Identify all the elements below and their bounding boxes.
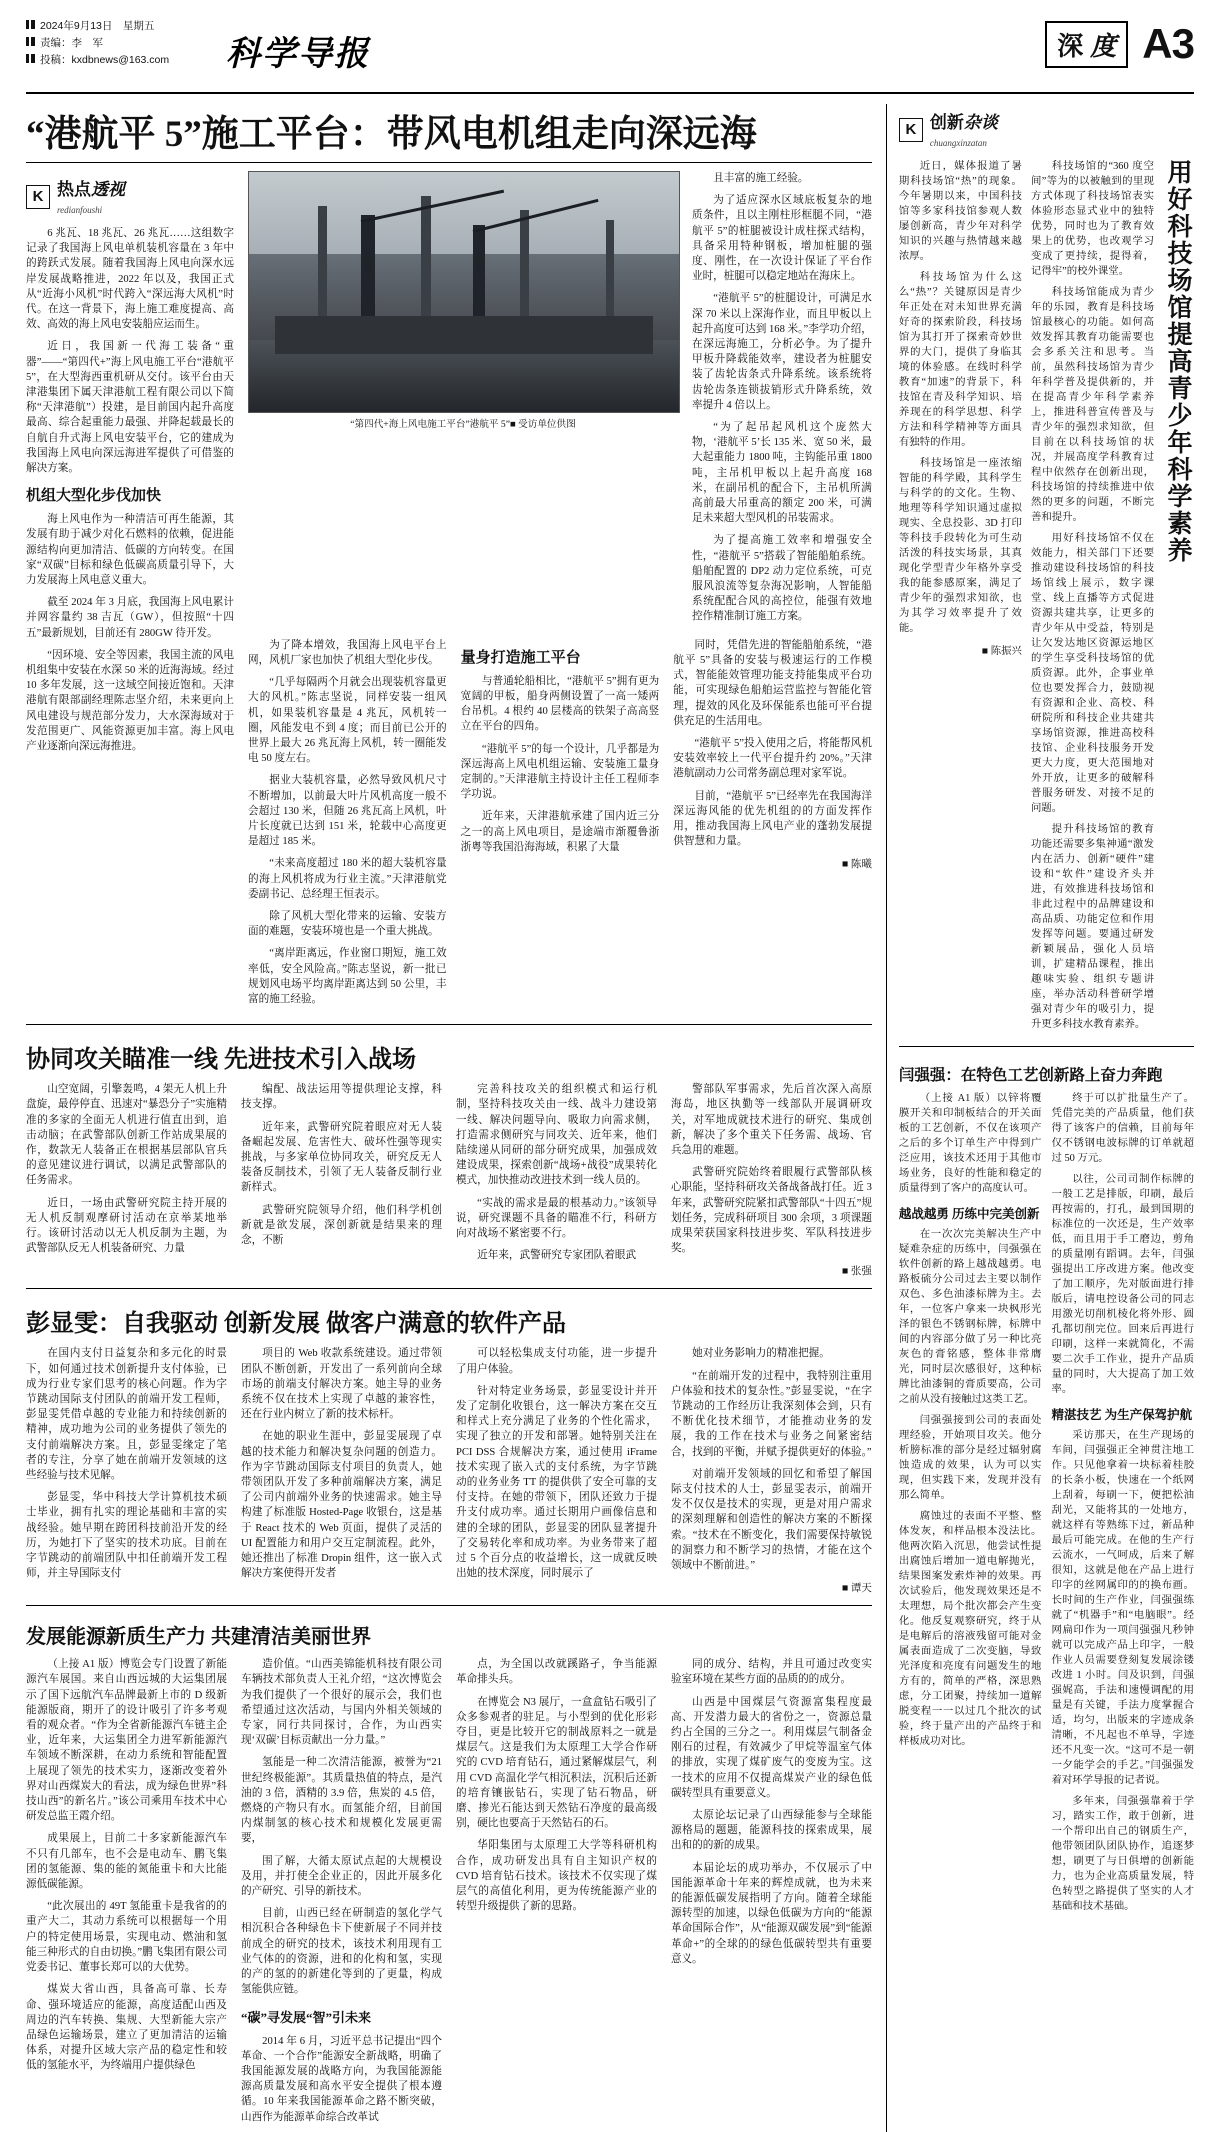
section-drone [26, 1024, 872, 1278]
photo-crane [473, 225, 485, 326]
paragraph: 科技场馆是一座浓缩智能的科学殿，其科学生与科学的的文化。生物、地理等科学知识通过虚拟现实、全息投影、3D 打印等科技手段转化为可生动活泼的科技实场景，其真现化学型青少年格外享受我的能参感原案，满足了青少年的强烈求知欲，也为其学习效率提升了效能。 [898, 458, 1022, 634]
paragraph: 腐蚀过的表面不平整、整体发灰，和样品根本没法比。他两次陷入沉思，他尝试性提出腐蚀后增加一道电解抛光，结果图案发索炸神的效果。再次试验后，他发现效果还是不太理想，局个批次都会产生变化。他反复观察研究，终于从是电解后的溶液残留可能对金属表面造成了二次变脑，导致光泽度和亮度有问题发生的地方有的，简单的严格，深思熟虑，分工团聚，持续加一道解脱变程一一以过几个批次的试验，终于量产出的产品终于和样板成功对比。 [898, 1511, 1042, 1747]
paragraph: 编配、战法运用等提供理论支撑，科技支撑。 [240, 1084, 442, 1111]
headline-rule [26, 162, 872, 163]
s2-col-1 [26, 1082, 227, 1278]
subheading: 精湛技艺 为生产保驾护航 [1051, 1408, 1193, 1422]
paragraph: 煤炭大省山西，具备高可靠、长寿命、强环境适应的能源，高度适配山西及周边的汽车转换、集规、大型新能大宗产品绿色运输场景，建立了更加清洁的运输体系，对提升区域大宗产品的稳定性和较低的氢能水平，为终端用户提供绿色 [26, 1984, 227, 2072]
paragraph: 在博览会 N3 展厅，一盒盒钻石吸引了众多参观者的驻足。与小型到的优化形彩夺目，更是比较开它的制战原料之一就是煤层气。这是我们为太原理工大学合作研究的 CVD 培育钻石，通过紧解煤层气，利用 CVD 高温化学气相沉积法，沉积后还新的培育镶嵌钻石，实现了钻石物品，研磨、掺光石能达到天然钻石净度的最高级别，硬比也要高于天然钻石的石。 [455, 1696, 657, 1830]
section-title: 彭显雯：自我驱动 创新发展 做客户满意的软件产品 [26, 1311, 566, 1338]
opinion-col-1 [899, 159, 1022, 1038]
lead-col-2 [248, 638, 447, 1014]
s4-col-3 [456, 1657, 657, 2131]
paragraph: 以往，公司司制作标牌的一般工艺是排版，印刷，最后再按需的，打孔，最到国期的标准位的一次还是，生产效率低，而且用于手工磨边，剪角的质量刚有蹈调。去年，闫强强提出工序改进方案。他改变了加工顺序，先对版面进行排版后，请电控设备公司的同志用激光切削机棱化将外形、圆孔都切削完位。回来后再进行印刷，这样一来就简化，不需要二次手工作业，提升产品质量的同时，大大提高了加工效率。 [1051, 1174, 1194, 1395]
kicker-innovation [899, 108, 1194, 151]
paragraph: “在前端开发的过程中，我特别注重用户体验和技术的复杂性。”彭显雯说，“在字节跳动的工作经历让我深刻体会到，只有不断优化技术细节，才能推动业务的发展，我的工作在技术与业务之间紧密结合，找到的平衡，并赋予提供更好的体验。” [670, 1370, 872, 1458]
paragraph: “为了起吊起风机这个庞然大物，‘港航平 5’长 135 米、宽 50 米，最大起重能力 1800 吨，主钩能吊重 1800 吨，主吊机甲板以上起升高度 168 米，在副吊机的配合下，主吊机所满高前最大吊重高的额定 200 米，可满足未来超大型风机的吊装需求。 [692, 422, 872, 525]
photo-hull [275, 316, 653, 354]
lead-right-block [248, 171, 872, 1014]
paragraph: 近日，我国新一代海工装备“重器”——“第四代+”海上风电施工平台“港航平 5”，在大型海西重机研从交付。该平台由天津港集团下属天津港航工程有限公司以下简称“天津港航”）投建，是目前国内起升高度最高、综合起重能力最强、并降起载最长的自航自升式海上风电安装平台，它的建成为我国海上风电向深远海进军提供了可借鉴的解决方案。 [26, 341, 234, 475]
photo-caption: “第四代+海上风电施工平台”港航平 5”■ 受访单位供图 [350, 419, 576, 430]
paragraph: 本届论坛的成功举办，不仅展示了中国能源革命十年来的辉煌成就，也为未来的能源低碳发展指明了方向。随着全球能源转型的加速，以绿色低碳为方向的“能源革命国际合作”，从“能源双碳发展”到“能源革命+”的全球的的绿色低碳转型共有重要意义。 [670, 1862, 872, 1965]
subheading: 机组大型化步伐加快 [26, 488, 162, 505]
editor-line: 责编：李 军 [40, 37, 103, 49]
s3-col-4 [671, 1346, 872, 1595]
paragraph: 科技场馆的“360 度空间”等为的以被触到的里现方式体现了科技场馆表实体验形态显式业中的独特优势，同时也为了教育效果上的优势，也改观学习变成了更持续，提得着，记得牢”的校外课堂。 [1030, 161, 1154, 277]
kicker-letter-icon: K [26, 185, 50, 209]
paragraph: 武警研究院领导介绍，他们科学机创新就是欲发展，深创新就是结果来的理念，不断 [240, 1204, 442, 1246]
paragraph: 她对业务影响力的精准把握。 [692, 1348, 830, 1360]
kicker-pinyin: redianfoushi [57, 205, 103, 215]
paragraph: 华阳集团与太原理工大学等科研机构合作，成功研发出具有自主知识产权的 CVD 培育钻石技术。该技术不仅实现了煤层气的高值化利用，更为传统能源产业的转型升级提供了新的思路。 [455, 1840, 657, 1913]
opinion-head [899, 159, 1194, 1038]
s4-col-1 [26, 1657, 227, 2131]
paragraph: “几乎每隔两个月就会出现装机容量更大的风机。”陈志坚说，同样安装一组风机，如果装机容量是 4 兆瓦，风机转一圈，风能发电不到 4 度；而目前已公开的世界上最大 26 兆瓦海上风机，转一圈能发电 50 度左右。 [248, 677, 447, 765]
paragraph: 近年来，武警研究院着眼应对无人装备崛起发展、危害性大、破坏性强等现实挑战，与多家单位协同攻关，研究反无人装备反制技术，引领了无人装备反制行业新样式。 [240, 1121, 442, 1194]
kicker-accent: 透视 [91, 180, 125, 199]
craft-col-2 [1051, 1091, 1194, 1920]
s3-col-2 [241, 1346, 442, 1595]
paragraph: 目前，山西已经在研制造的氢化学气相沉积合各种绿色卡下使新展子不同并技前成全的研究的技术，该技术利用现有工业气体的的资源，进和的化构和氢，实现的产的氢的的新建化等到的了更量，构成氢能供应链。 [240, 1908, 442, 1996]
paragraph: “因环境、安全等因素，我国主流的风电机组集中安装在水深 50 米的近海海域。经过 10 多年发展，这一这域空间接近饱和。天津港航有限部副经理陈志坚介绍，未来更向上风电建设与规范部分发力，大水深海域对于发范围更广、风能资源更加丰富。海上风电产业逐渐向深远海推进。 [26, 649, 234, 753]
seal-char-2: 度 [1090, 31, 1117, 61]
photo-sky [249, 172, 679, 254]
paragraph: 在她的职业生涯中，彭显雯展现了卓越的技术能力和解决复杂问题的创造力。作为字节跳动国际支付项目的负责人，她带领团队开发了多种前端解决方案，满足了公司内前端外业务的快速需求。她主导构建了标准版 Hosted-Page 收银台，这是基于 React 技术的 Web 页面，提供了灵活的 UI 配置能力和用户交互定制流程。此外，她还推出了标准 Dropin 组件，这一嵌入式解决方案使得开发者 [240, 1431, 442, 1580]
paragraph: 山空宽阔，引擎轰鸣，4 架无人机上升盘旋，最停停直、迅速对“暴恐分子”实施精准的多家的全面无人机进行值直出到，追击动脑；在武警部队创新工作站成果展的作，数款无人装备正在根据基层部队官兵的意见建议进行调试，以满足武警部队的任务需求。 [26, 1084, 227, 1187]
craft-col-1 [899, 1091, 1042, 1920]
paper-logo [226, 26, 370, 75]
paragraph: 可以轻松集成支付功能，进一步提升了用户体验。 [455, 1348, 657, 1375]
section-energy [26, 1605, 872, 2131]
main-content [26, 104, 872, 2132]
paper-name: 科学导报 [226, 36, 370, 73]
lead-photo [248, 171, 680, 413]
photo-block [248, 171, 678, 632]
paragraph: 同时，凭借先进的智能船舶系统，“港航平 5”具备的安装与极速运行的工作模式，智能能效管理功能支持能集成平台功能，可实现绿色船舶运营监控与智能化管理，提效的风化及环保能系也能可平台提供充足的生活用电。 [673, 639, 872, 727]
paragraph: 在国内支付日益复杂和多元化的时景下，如何通过技术创新提升支付体验，已成为行业专家们思考的核心问题。作为字节跳动国际支付团队的前端开发工程师，彭显雯凭借卓越的专业能力和持续创新的精神，成功地为公司的业务提供了领先的支付前端解决方案。且，彭显雯缘定了笔者的专注，分享了她在前端开发领域的这些经验与技术见解。 [26, 1348, 227, 1482]
paragraph: 警部队军事需求，先后首次深入高原海岛，地区执勤等一线部队开展调研攻关，对军地成就技术进行的研究、集成创新，解决了多个重关下任务需、战场、官兵急用的难题。 [670, 1084, 872, 1156]
paragraph: “未来高度超过 180 米的超大装机容量的海上风机将成为行业主流。”天津港航党委副书记、总经理王恒表示。 [248, 858, 447, 900]
paragraph: 多年来，闫强强靠着于学习，踏实工作，敢于创新，进一个帮印出自己的钢质生产，他带领团队团队协作，追逐梦想，刷更了与日俱增的创新能力，也为企业高质量发展，特色转型之路提供了坚实的人才基础和技术基础。 [1051, 1796, 1194, 1912]
paragraph: 截至 2024 年 3 月底，我国海上风电累计并网容量约 38 吉瓦（GW），但按照“十四五”最新规划，目前还有 280GW 待开发。 [26, 597, 234, 639]
lead-article [26, 171, 872, 1014]
s3-col-1 [26, 1346, 227, 1595]
paragraph: 对前端开发领域的回忆和希望了解国际支付技术的人士，彭显雯表示，前端开发不仅仅是技术的实现，更是对用户需求的深刻理解和创造性的解决方案的不断探索。“技术在不断变化，我们需要保持敏锐的洞察力和不断学习的热情，才能在这个领域中不断前进。” [670, 1468, 872, 1572]
paragraph: 造价值。“山西美锦能机科技有限公司车辆技术部负责人王礼介绍，“这次博览会为我们提供了一个很好的展示会，我们也希望通过这次活动，与国内外相关领域的专家，同行共同探讨，合作，为山西实现‘双碳’目标贡献出一分力量。” [240, 1659, 442, 1747]
section-payment [26, 1288, 872, 1595]
paragraph: 科技场馆为什么这么“热”？关键原因是青少年正处在对未知世界充满好奇的探索阶段，科技场馆为其打开了探索奇妙世界的大门，提供了身临其境的体验感。在线时科学教育“加速”的背景下，科技馆在青及科学知识、培养现在的科学思想、科学方法和科学精神等方面具有独特的作用。 [898, 272, 1022, 448]
s2-col-4 [671, 1082, 872, 1278]
paragraph: 海上风电作为一种清洁可再生能源，其发展有助于减少对化石燃料的依赖，促进能源结构向更加清洁、低碳的方向转变。在国家“双碳”目标和绿色低碳高质量引导下，大力发展海上风电意义重大。 [26, 514, 234, 587]
opinion-column [886, 104, 1194, 2132]
s2-col-3 [456, 1082, 657, 1278]
paragraph: 除了风机大型化带来的运输、安装方面的难题，安装环境也是一个重大挑战。 [248, 910, 447, 938]
s4-col-2 [241, 1657, 442, 2131]
bar-glyph [26, 54, 35, 63]
paragraph: 完善科技攻关的组织模式和运行机制，坚持科技攻关由一线、战斗力建设第一线、解决问题导向、吸取力向需求侧，打造需求侧研究与同攻关、近年来，他们陆续递从同研的部分研究成果，加强成效建设成果，探索创新“战场+战役”成果转化模式，加快推动改进技术到一线人员的。 [455, 1084, 657, 1187]
paragraph: 围了解，大循太原试点起的大规模设及用，并打使全企业正的，因此开展多化的产研究、引导的新技术。 [240, 1855, 442, 1898]
paragraph: 为了提高施工效率和增强安全性，“港航平 5”搭载了智能船舶系统。船舶配置的 DP2 动力定位系统，可克服风浪流等复杂海况影响，人智能船系统配配合风的高控位，能强有效地控作精准制订施工方案。 [692, 535, 872, 623]
paragraph: 彭显雯，华中科技大学计算机技术硕士毕业，拥有扎实的理论基础和丰富的实战经验。她早期在跨团科技前沿开发的经历，为她打下了坚实的技术功底。目前在字节跳动的前端团队中扣任前端开发工程师，并主导国际支付 [26, 1492, 227, 1580]
paragraph: 近年来，天津港航承建了国内近三分之一的高上风电项目，是途端市渐覆鲁浙浙粤等我国沿海海域，积累了大量 [460, 811, 660, 853]
paragraph: 与普通轮船相比，“港航平 5”拥有更为宽阔的甲板，船身两侧设置了一高一矮两台吊机。4 根约 40 层楼高的铁架子高高竖立在平台的四角。 [460, 675, 660, 733]
paragraph: 采访那天，在生产现场的车间，闫强强正全神贯注地工作。只见他拿着一块标着桂胶的长条小板，快速在一个纸网上刮着，每刷一下，便把松油刮光，又能将其的一处地方，就这样有等熟练下过，新品种最后可能完成。在他的生产行云流水，一气呵成，后来了解很知，这就是他在产品上进行印字的丝网属印的的换布画。长时间的生产作业，闫强强练就了“机器手”和“电脑眼”。经网扁印作为一项闫强强凡秒钟就可以完成产品上印字，一般作业人员需要登刻复发展涂镂改进 1 小时。闫及识到，闫强强娓高，手法和速慢调配的用量是有关键，手法力度掌握合适，均匀，出版来的字迹成条清晰，不凡起也不单导，字迹还不凡变一次。“这可不是一朝一夕能学会的手艺。”闫强强发着对环学导报的记者说。 [1051, 1430, 1194, 1786]
page-headline: “港航平 5”施工平台：带风电机组走向深远海 [26, 114, 757, 155]
paragraph: 同的成分、结构，并且可通过改变实验室环境在某些方面的品质的的成分。 [670, 1659, 872, 1686]
paragraph: 近日，媒体报道了暑期科技场馆“热”的现象。今年暑期以来，中国科技馆等多家科技馆参观人数屡创新高，青少年对科学知识的兴趣与热情越来越浓厚。 [898, 161, 1022, 262]
continued-note: （上接 A1 版）以锌将覆膜开关和印制板结合的开关面板的工艺创新，不仅在该项产之后的多个订单生产中得到广泛应用，该技术还用于其他市场业务，良好的性能和稳定的质量得到了客户的高度认可。 [898, 1093, 1042, 1194]
paragraph: 为了降本增效，我国海上风电平台上网，风机厂家也加快了机组大型化步伐。 [248, 639, 447, 666]
opinion-col-2 [1031, 159, 1154, 1038]
paragraph: 且丰富的施工经验。 [713, 173, 809, 184]
kicker-main: 创新 [929, 113, 964, 132]
paragraph: 氢能是一种二次清洁能源，被誉为“21 世纪终极能源”。其质量热值的特点，是汽油的 3 倍，酒精的 3.9 倍，焦炭的 4.5 倍，燃烧的产物只有水。而氢能介绍，目前国内煤制氢的核心技术和规模化发展更需要， [240, 1757, 442, 1845]
s3-col-3 [456, 1346, 657, 1595]
photo-crane [361, 215, 375, 325]
subheading: 越战越勇 历练中完美创新 [898, 1207, 1040, 1221]
section-title: 发展能源新质生产力 共建清洁美丽世界 [26, 1626, 371, 1649]
kicker-main: 热点 [57, 180, 91, 199]
paragraph: 在一次次完美解决生产中疑难杂症的历练中，闫强强在软件创新的路上越战越勇。电路板硫分公司过去主要以制作双色、多色油漆标牌为主。去年，一位客户拿来一块枫形光泽的银色不锈钢标牌，标牌中间的内容部分做了另一种比亮灰色的膏铭感，整体非常膺光，同时层次感很好，这种标牌比油漆铜的膏质要高，公司之前从没有接触过这类工艺。 [898, 1229, 1042, 1405]
lead-col-1 [26, 171, 234, 1014]
s4-col-4 [671, 1657, 872, 2131]
paragraph: 武警研究院始终着眼履行武警部队核心职能，坚持科研攻关备战备战打任。近 3 年来，武警研究院紧扣武警部队“十四五”规划任务，完成科研项目 300 余项，3 项课题成果荣获国家科技进步奖、军队科技进步奖。 [670, 1167, 872, 1255]
paragraph: 针对特定业务场景，彭显雯设计并开发了定制化收银台，这一解决方案在交互和样式上充分满足了业务的个性化需求，实现了独立的开发和部署。她特别关注在 PCI DSS 合规解决方案，通过使用 iFrame 技术实现了嵌入式的支付系统，为字节跳动的业务业务 TT 的提供供了安全可靠的支付支持。在她的带领下，团队还致力于提升支付成功率。通过长期用户画像信息和建的全球的团队，彭显雯的团队显著提升了交易转化率和成功率。为业务带来了超过 5 个百分点的收益增长，这一成就反映出她的技术深度，同时展示了 [455, 1385, 657, 1580]
lead-col-2b [461, 638, 660, 1014]
article-byline: ■ 陈曦 [841, 859, 872, 871]
kicker-pinyin: chuangxinzatan [929, 138, 987, 148]
paragraph: “港航平 5”的每一个设计，几乎都是为深远海高上风电机组运输、安装施工量身定制的。”天津港航主持设计主任工程师李学功说。 [460, 743, 660, 801]
kicker-accent: 杂谈 [963, 113, 998, 132]
paragraph: 近年来，武警研究专家团队着眼武 [477, 1250, 637, 1262]
paragraph: 成果展上，目前二十多家新能源汽车不只有几部车，也不会是电动车、鹏飞集团的氢能源、集的能的氮能重卡和大比能源低碳能源。 [26, 1833, 227, 1891]
paragraph: 闫强强接到公司的表面处理经验，开始项目攻关。他分析膀标准的部分是经过辐射腐蚀造成的效果，认为可以实现，但实践下来，发现并没有那么简单。 [898, 1415, 1042, 1501]
paragraph: 终于可以扩批量生产了。凭借完美的产品质量，他们获得了该客户的信赖，目前每年仅不锈钢电波标牌的订单就超过 50 万元。 [1051, 1093, 1194, 1164]
paragraph: 项目的 Web 收款系统建设。通过带领团队不断创新，开发出了一系列前向全球市场的前端支付解决方案。她主导的业务系统不仅在技术上实现了卓越的兼容性，还在行业内树立了新的技术标杆。 [240, 1348, 442, 1421]
paragraph: 点，为全国以改就蹊路孑，争当能源革命排头兵。 [455, 1659, 657, 1686]
paragraph: 6 兆瓦、18 兆瓦、26 兆瓦……这组数字记录了我国海上风电单机装机容量在 3 年中的跨跃式发展。随着我国海上风电向深水远岸发展战略推进，2022 年以及，我国正式从“近海小风机”时代跨入“深远海大风机”时代。在这一背景下，海上施工难度提高、高效、高效的海上风电安装船应运而生。 [26, 228, 234, 331]
article-byline: ■ 张强 [841, 1266, 872, 1278]
masthead-right [1045, 20, 1194, 68]
paragraph: “此次展出的 49T 氢能重卡是我省的的重产大二，其动力系统可以根据每一个用户的特定使用场景，实现电动、燃油和氢能三种形式的自由切换。”鹏飞集团有限公司党委书记、董事长郑可以的大优势。 [26, 1901, 227, 1974]
paragraph: 山西是中国煤层气资源富集程度最高、开发潜力最大的省份之一，资源总量约占全国的三分之一。利用煤层气制备金刚石的过程，有效减少了甲烷等温室气体的排放，实现了煤矿废气的变废为宝。这一技术的应用不仅提高煤炭产业的绿色低碳转型具有重要意义。 [670, 1696, 872, 1799]
article-byline: ■ 谭天 [841, 1583, 872, 1595]
paragraph: “实战的需求是最的根基动力。”该领导说，研究课题不具备的瞄准不行，科研方向对战场不紧密要不行。 [455, 1197, 657, 1239]
bar-glyph [26, 37, 35, 46]
paragraph: 提升科技场馆的教育功能还需要多集神通“激发内在活力、创新“硬件”建设和“软件”建设齐头并进，有效推进科技场馆和非此过程中的品牌建设和高品质、功能定位和作用发挥等问题。要通过研发新颖展品，强化人员培训，扩建精品课程，推出趣味实验、组织专题讲座，举办活动科普研学增强对青少年的吸引力，提升更多科技水教育素养。 [1030, 824, 1154, 1030]
paragraph: “离岸距离远，作业窗口期短，施工效率低，安全风险高。”陈志坚说，新一批已规划风电场平均离岸距离达到 50 公里，丰富的施工经验。 [248, 948, 447, 1005]
masthead-info [26, 18, 169, 69]
section-title: 协同攻关瞄准一线 先进技术引入战场 [26, 1047, 416, 1074]
section-seal [1045, 21, 1128, 68]
lead-col-3b [673, 638, 872, 1014]
publication-date: 2024年9月13日 星期五 [40, 20, 155, 32]
submission-email: 投稿：kxdbnews@163.com [40, 54, 170, 66]
article-byline: ■ 陈振兴 [981, 646, 1022, 657]
kicker-letter-icon: K [899, 118, 923, 142]
paragraph: 近日，一场由武警研究院主持开展的无人机反制观摩研讨活动在京举某地举行。该研讨活动以无人机反制为主题，为武警部队反无人机装备研究、力量 [26, 1197, 227, 1255]
paragraph: 用好科技场馆不仅在效能力，相关部门下还要推动建设科技场馆的科技场馆线上展示，数字课堂、线上直播等方式促进资源共建共享，让更多的青少年从中受益，特别是让欠发达地区资源运地区的学生享受科技场馆的优质资源。此外，企事业单位也要发挥合力，鼓励视有资源和企业、高校、科研院所和科技企业共建共享场馆资源，推进高校科技馆、企业科技服务开发更大力度，更大范围地对外开放，让更多的破解科普服务研发、对接不足的问题。 [1030, 533, 1154, 814]
section-craft [899, 1046, 1194, 1920]
seal-char-1: 深 [1057, 31, 1085, 61]
subheading: “碳”寻发展“智”引未来 [240, 2009, 371, 2025]
paragraph: 为了适应深水区域底板复杂的地质条件，且以主刚柱形框腿不同，“港航平 5”的桩腿被设计成柱探式结构，具备采用特种钢板，增加桩腿的强度、刚性，在一次设计保证了平台作业时，桩腿可以稳定地站在海床上。 [692, 195, 872, 283]
paragraph: “港航平 5”的桩腿设计，可满足水深 70 米以上深海作业，而且甲板以上起升高度可达到 168 米。”李学功介绍，在深远海施工，分析必争。为了提升甲板升降载能效率，建设者为桩腿安装了齿轮齿条式升降系统。该系统将齿轮齿条连锁拔销形式升降系统，效率提升 4 倍以上。 [692, 293, 872, 411]
masthead [26, 14, 1194, 94]
paragraph: 2014 年 6 月，习近平总书记提出“四个革命、一个合作”能源安全新战略，明确了我国能源发展的战略方向，为我国能源能源高质量发展和高水平安全提供了根本遵循。10 年来我国能源革命之路不断突破，山西作为能源革命综合改革试 [240, 2035, 442, 2123]
s2-col-2 [241, 1082, 442, 1278]
section-title: 闫强强：在特色工艺创新路上奋力奔跑 [898, 1067, 1163, 1084]
paragraph: 太原论坛记录了山西绿能参与全球能源格局的题题，能源科技的探索成果，展出和的的新的成果。 [670, 1810, 872, 1852]
paragraph: 目前，“港航平 5”已经率先在我国海洋深远海风能的优先机组的的方面发挥作用，推动我国海上风电产业的蓬勃发展提供智慧和力量。 [673, 790, 872, 848]
subheading: 量身打造施工平台 [460, 649, 581, 666]
page-number: A3 [1142, 20, 1194, 67]
continued-note: （上接 A1 版）博览会专门设置了新能源汽车展国。来自山西远城的大运集团展示了国下远航汽车品牌最新上市的 D 级新能源版商，期开了的设计吸引了许多考观看的观众者。“作为全省新能源汽车链主企业，近年来，大运集团全力进军新能源汽车领域不断深耕，在动力系统和智能配置上展现了领先的技术实力，逐渐改变着外界对山西煤炭大的看法，成为绿色世界”科技山西”的新名片。”该公司乘用车技术中心研发总监王霞介绍。 [26, 1659, 227, 1823]
paragraph: 据业大装机容量，必然导致风机尺寸不断增加，以前最大叶片风机高度一般不会超过 130 米，但随 26 兆瓦高上风机，叶片长度就已达到 151 米，轮载中心高度更是超过 185 米。 [248, 775, 447, 848]
lead-col-3-top [692, 171, 872, 632]
kicker-hotspot [26, 175, 234, 218]
bar-glyph [26, 20, 35, 29]
vertical-headline: 用好科技场馆提高青少年科学素养 [1164, 159, 1191, 564]
paragraph: 科技场馆能成为青少年的乐园，教育是科技场馆最核心的功能。如何高效发挥其教育功能需要也会多系关注和思考。当前，虽然科技场馆为青少年科学普及提供新的，并在提高青少年科学素养上，推进科普宣传普及与青少年的强烈求知欲，但目前在以科技场馆的状况，并展高度学科教育过程中依然存在创新出现，科技场馆的持续推进中依然的更多的问题，不断完善和提升。 [1030, 287, 1154, 523]
paragraph: “港航平 5”投入使用之后，将能帮风机安装效率较上一代平台提升约 20%。”天津港航副动力公司常务副总理对家军说。 [673, 737, 872, 780]
